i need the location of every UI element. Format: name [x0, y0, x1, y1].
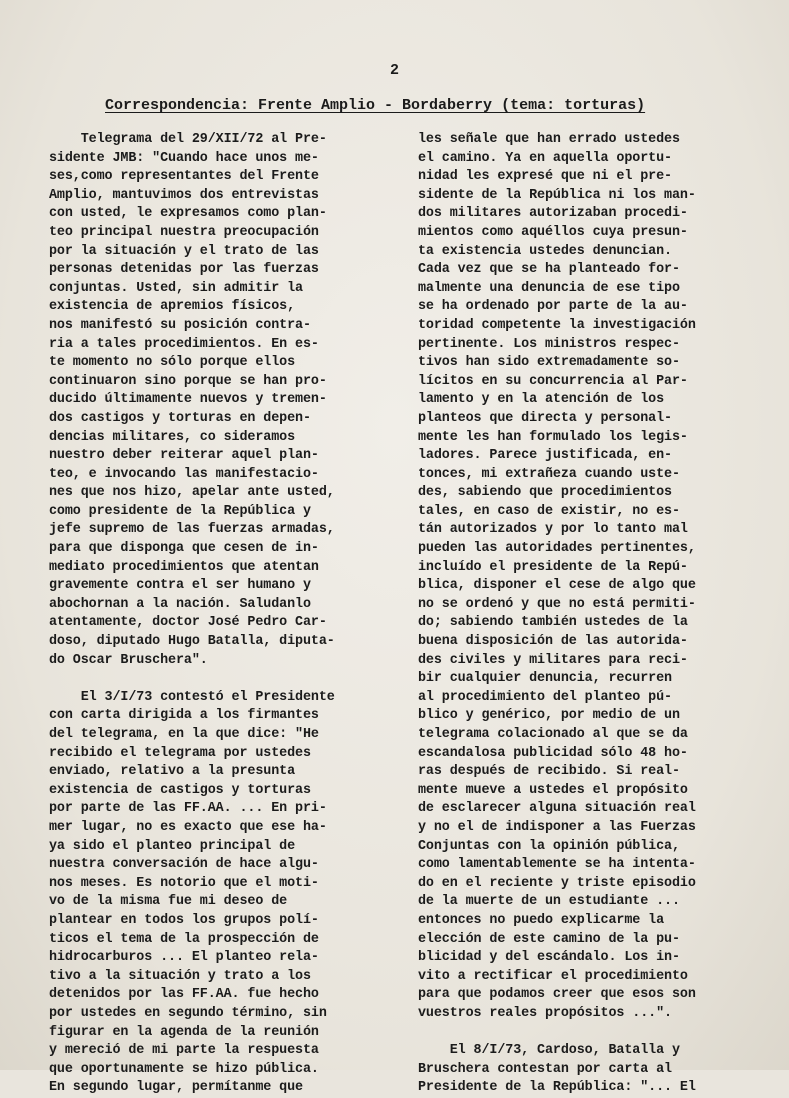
text-line: se ha ordenado por parte de la au-	[418, 299, 688, 315]
text-line: al procedimiento del planteo pú-	[418, 689, 672, 705]
text-line: tales, en caso de existir, no es-	[418, 503, 680, 519]
text-line: des, sabiendo que procedimientos	[418, 485, 672, 501]
document-heading: Correspondencia: Frente Amplio - Bordaberry (tema: torturas)	[105, 97, 646, 114]
text-line: como presidente de la República y	[49, 503, 311, 519]
paragraph-gap	[418, 1024, 750, 1043]
text-line: por ustedes en segundo término, sin	[49, 1005, 327, 1021]
text-line: doso, diputado Hugo Batalla, diputa-	[49, 634, 335, 650]
text-line: como lamentablemente se ha intenta-	[418, 857, 696, 873]
text-line: El 8/I/73, Cardoso, Batalla y	[418, 1043, 680, 1059]
text-line: malmente una denuncia de ese tipo	[418, 280, 680, 296]
text-line: jefe supremo de las fuerzas armadas,	[49, 522, 335, 538]
text-line: pueden las autoridades pertinentes,	[418, 541, 696, 557]
text-line: vo de la misma fue mi deseo de	[49, 894, 288, 910]
text-line: existencia de castigos y torturas	[49, 782, 311, 798]
text-line: Presidente de la República: "... El	[418, 1080, 696, 1096]
text-line: pertinente. Los ministros respec-	[418, 336, 680, 352]
left-paragraph-1	[49, 131, 389, 670]
text-line: toridad competente la investigación	[418, 317, 696, 333]
text-line: hidrocarburos ... El planteo rela-	[49, 950, 319, 966]
text-line: tonces, mi extrañeza cuando uste-	[418, 466, 680, 482]
text-line: con usted, le expresamos como plan-	[49, 206, 327, 222]
text-line: y no el de indisponer a las Fuerzas	[418, 819, 696, 835]
text-line: vuestros reales propósitos ...".	[418, 1005, 672, 1021]
page-number: 2	[389, 62, 399, 79]
text-line: ras después de recibido. Si real-	[418, 764, 680, 780]
text-line: nes que nos hizo, apelar ante usted,	[49, 485, 335, 501]
text-line: blico y genérico, por medio de un	[418, 708, 680, 724]
text-line: ticos el tema de la prospección de	[49, 931, 319, 947]
text-line: sidente JMB: "Cuando hace unos me-	[49, 150, 319, 166]
text-line: que oportunamente se hizo pública.	[49, 1061, 319, 1077]
text-line: vito a rectificar el procedimiento	[418, 968, 688, 984]
text-line: el camino. Ya en aquella oportu-	[418, 150, 672, 166]
text-line: incluído el presidente de la Repú-	[418, 559, 688, 575]
text-line: mente mueve a ustedes el propósito	[418, 782, 688, 798]
text-line: por parte de las FF.AA. ... En pri-	[49, 801, 327, 817]
text-line: mer lugar, no es exacto que ese ha-	[49, 819, 327, 835]
text-line: dencias militares, co sideramos	[49, 429, 296, 445]
text-line: lamento y en la atención de los	[418, 392, 665, 408]
text-line: ladores. Parece justificada, en-	[418, 448, 672, 464]
text-line: de esclarecer alguna situación real	[418, 801, 696, 817]
text-line: buena disposición de las autorida-	[418, 634, 688, 650]
text-line: do; sabiendo también ustedes de la	[418, 615, 688, 631]
text-line: nuestro deber reiterar aquel plan-	[49, 448, 319, 464]
text-line: bir cualquier denuncia, recurren	[418, 671, 672, 687]
text-line: ducido últimamente nuevos y tremen-	[49, 392, 327, 408]
text-line: de la muerte de un estudiante ...	[418, 894, 680, 910]
text-line: conjuntas. Usted, sin admitir la	[49, 280, 303, 296]
text-line: enviado, relativo a la presunta	[49, 764, 296, 780]
text-line: En segundo lugar, permítanme que	[49, 1080, 303, 1096]
text-line: planteos que directa y personal-	[418, 410, 672, 426]
text-line: ria a tales procedimientos. En es-	[49, 336, 319, 352]
text-line: mientos como aquéllos cuya presun-	[418, 224, 688, 240]
right-paragraph-1	[418, 131, 750, 1024]
text-line: te momento no sólo porque ellos	[49, 355, 296, 371]
text-line: continuaron sino porque se han pro-	[49, 373, 327, 389]
text-line: Bruschera contestan por carta al	[418, 1061, 672, 1077]
text-line: escandalosa publicidad sólo 48 ho-	[418, 745, 688, 761]
text-line: Amplio, mantuvimos dos entrevistas	[49, 187, 319, 203]
text-line: para que disponga que cesen de in-	[49, 541, 319, 557]
text-line: detenidos por las FF.AA. fue hecho	[49, 987, 319, 1003]
text-line: Cada vez que se ha planteado for-	[418, 262, 680, 278]
text-line: dos castigos y torturas en depen-	[49, 410, 311, 426]
text-line: nidad les expresé que ni el pre-	[418, 169, 672, 185]
text-line: do en el reciente y triste episodio	[418, 875, 696, 891]
text-line: entonces no puedo explicarme la	[418, 912, 665, 928]
text-line: existencia de apremios físicos,	[49, 299, 296, 315]
text-line: ya sido el planteo principal de	[49, 838, 296, 854]
text-line: nos meses. Es notorio que el moti-	[49, 875, 319, 891]
paragraph-gap	[49, 670, 389, 689]
text-line: ses,como representantes del Frente	[49, 169, 319, 185]
text-line: ta existencia ustedes denuncian.	[418, 243, 672, 259]
text-line: por la situación y el trato de las	[49, 243, 319, 259]
text-line: teo principal nuestra preocupación	[49, 224, 319, 240]
text-line: para que podamos creer que esos son	[418, 987, 696, 1003]
text-line: Telegrama del 29/XII/72 al Pre-	[49, 132, 327, 147]
text-line: abochornan a la nación. Saludanlo	[49, 596, 311, 612]
text-line: plantear en todos los grupos polí-	[49, 912, 319, 928]
text-line: les señale que han errado ustedes	[418, 132, 680, 147]
text-line: des civiles y militares para reci-	[418, 652, 688, 668]
text-line: con carta dirigida a los firmantes	[49, 708, 319, 724]
text-line: tivos han sido extremadamente so-	[418, 355, 680, 371]
text-line: dos militares autorizaban procedi-	[418, 206, 688, 222]
text-line: sidente de la República ni los man-	[418, 187, 696, 203]
text-line: El 3/I/73 contestó el Presidente	[49, 689, 335, 705]
left-column	[49, 131, 389, 1098]
text-line: nuestra conversación de hace algu-	[49, 857, 319, 873]
text-line: elección de este camino de la pu-	[418, 931, 680, 947]
text-line: tán autorizados y por lo tanto mal	[418, 522, 688, 538]
text-line: Conjuntas con la opinión pública,	[418, 838, 680, 854]
text-line: mediato procedimientos que atentan	[49, 559, 319, 575]
text-line: blicidad y del escándalo. Los in-	[418, 950, 680, 966]
left-paragraph-2	[49, 689, 389, 1098]
text-line: personas detenidas por las fuerzas	[49, 262, 319, 278]
text-line: del telegrama, en la que dice: "He	[49, 727, 319, 742]
text-line: telegrama colacionado al que se da	[418, 727, 688, 742]
text-line: blica, disponer el cese de algo que	[418, 578, 696, 594]
text-line: figurar en la agenda de la reunión	[49, 1024, 319, 1040]
text-line: no se ordenó y que no está permiti-	[418, 596, 696, 612]
text-line: teo, e invocando las manifestacio-	[49, 466, 319, 482]
text-line: y mereció de mi parte la respuesta	[49, 1043, 319, 1059]
text-line: recibido el telegrama por ustedes	[49, 745, 311, 761]
text-line: tivo a la situación y trato a los	[49, 968, 311, 984]
text-line: do Oscar Bruschera".	[49, 652, 208, 668]
text-line: lícitos en su concurrencia al Par-	[418, 373, 688, 389]
text-line: atentamente, doctor José Pedro Car-	[49, 615, 327, 631]
right-column	[418, 131, 750, 1098]
text-line: gravemente contra el ser humano y	[49, 578, 311, 594]
text-line: mente les han formulado los legis-	[418, 429, 688, 445]
text-line: nos manifestó su posición contra-	[49, 317, 311, 333]
